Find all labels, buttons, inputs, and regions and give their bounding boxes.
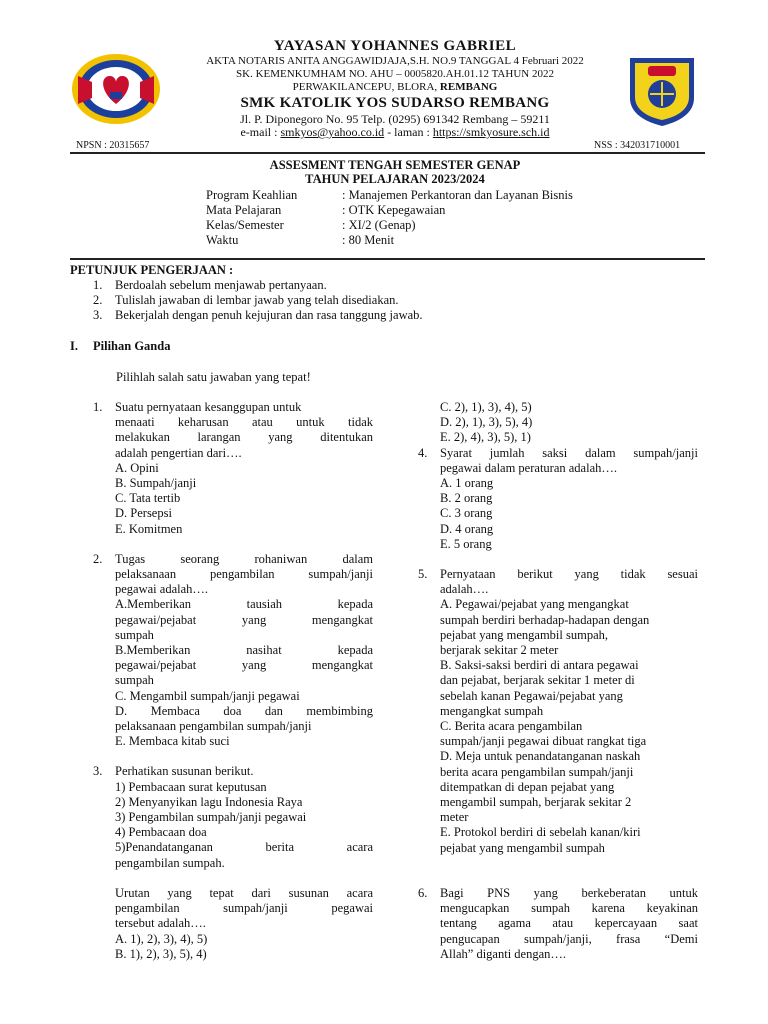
stem-line: menaati keharusan atau untuk tidak xyxy=(115,415,373,430)
foundation-name: YAYASAN YOHANNES GABRIEL xyxy=(273,38,517,54)
email-link[interactable]: smkyos@yahoo.co.id xyxy=(280,125,385,139)
option-b-line: sumpah xyxy=(115,673,154,688)
option-c: C. Tata tertib xyxy=(115,491,181,506)
item-text: Tulislah jawaban di lembar jawab yang telah disediakan. xyxy=(115,293,399,308)
sequence-item: 3) Pengambilan sumpah/janji pegawai xyxy=(115,810,307,825)
left-column xyxy=(93,400,373,962)
option-a: A.Memberikan tausiah kepada xyxy=(115,597,373,612)
stem-line: Syarat jumlah saksi dalam sumpah/janji xyxy=(440,445,698,460)
item-number: 3. xyxy=(93,308,103,323)
section-number: I. xyxy=(70,339,78,353)
stem-line: Urutan yang tepat dari susunan acara xyxy=(115,885,373,900)
web-label: - laman : xyxy=(384,125,433,139)
stem-line: melakukan larangan yang ditentukan xyxy=(115,430,373,445)
option-c: C. 3 orang xyxy=(440,506,493,521)
branch-prefix: PERWAKILANCEPU, BLORA, xyxy=(292,81,440,93)
contact-line xyxy=(150,126,640,139)
crest-badge xyxy=(648,66,676,76)
stem-line: Perhatikan susunan berikut. xyxy=(115,764,254,779)
option-d: D. Membaca doa dan membimbing xyxy=(115,703,373,718)
stem-line: mengucapkan sumpah karena keyakinan xyxy=(440,901,698,916)
instructions-heading: PETUNJUK PENGERJAAN : xyxy=(70,263,234,277)
option-e: E. Komitmen xyxy=(115,521,183,536)
option-e: E. Membaca kitab suci xyxy=(115,734,230,749)
school-name: SMK KATOLIK YOS SUDARSO REMBANG xyxy=(240,95,550,111)
item-number: 2. xyxy=(93,293,103,308)
meta-value: : OTK Kepegawaian xyxy=(342,203,446,217)
question-4 xyxy=(418,446,698,552)
option-a: A. 1), 2), 3), 4), 5) xyxy=(115,931,208,946)
header-divider xyxy=(70,152,705,154)
sequence-item: 4) Pembacaan doa xyxy=(115,825,207,840)
option-d: D. Meja untuk penandatanganan naskah xyxy=(440,749,641,764)
instruction-item xyxy=(93,308,613,323)
question-number: 1. xyxy=(93,400,103,414)
question-2 xyxy=(93,552,373,750)
stem-line xyxy=(115,400,373,415)
stem-line: pengucapan sumpah/janji, frasa “Demi xyxy=(440,931,698,946)
notary-line: AKTA NOTARIS ANITA ANGGAWIDJAJA,S.H. NO.9 TANGGAL 4 Februari 2022 xyxy=(206,55,584,67)
option-b-line: dan pejabat, berjarak sekitar 1 meter di xyxy=(440,673,635,688)
meta-row xyxy=(206,188,573,203)
option-e: E. 5 orang xyxy=(440,536,492,551)
stem-line: Pernyataan berikut yang tidak sesuai xyxy=(440,567,698,582)
option-d: D. 4 orang xyxy=(440,521,494,536)
item-number: 1. xyxy=(93,278,103,292)
question-body xyxy=(115,764,373,961)
instruction-item xyxy=(93,278,613,293)
npsn-label: NPSN : 20315657 xyxy=(76,140,150,151)
stem-line: pegawai dalam peraturan adalah…. xyxy=(440,460,617,475)
question-body xyxy=(440,446,698,552)
option-d: D. 2), 1), 3), 5), 4) xyxy=(440,415,533,430)
sequence-item-line: pengambilan sumpah. xyxy=(115,855,225,870)
option-c-line: sumpah/janji pegawai dibuat rangkat tiga xyxy=(440,734,647,749)
stem-line: pegawai adalah…. xyxy=(115,582,209,597)
item-text: Berdoalah sebelum menjawab pertanyaan. xyxy=(115,278,327,292)
exam-meta xyxy=(206,188,573,248)
instruction-item xyxy=(93,293,613,308)
stem-line: Bagi PNS yang berkeberatan untuk xyxy=(440,885,698,900)
meta-key: Mata Pelajaran xyxy=(206,203,282,217)
meta-key: Program Keahlian xyxy=(206,188,298,202)
branch-bold: REMBANG xyxy=(439,81,498,93)
option-b-line: pegawai/pejabat yang mengangkat xyxy=(115,658,373,673)
option-a-line: sumpah xyxy=(115,627,154,642)
section-title: Pilihan Ganda xyxy=(93,339,171,353)
meta-value: : XI/2 (Genap) xyxy=(342,218,416,232)
stem-line: tersebut adalah…. xyxy=(115,916,206,931)
meta-row xyxy=(206,233,573,248)
option-b: B. Sumpah/janji xyxy=(115,476,197,491)
option-d-line: pelaksanaan pengambilan sumpah/janji xyxy=(115,719,312,734)
stem-line: Tugas seorang rohaniwan dalam xyxy=(115,551,373,566)
option-d-line: berita acara pengambilan sumpah/janji xyxy=(440,764,634,779)
question-number: 2. xyxy=(93,551,103,566)
option-d-line: mengambil sumpah, berjarak sekitar 2 xyxy=(440,795,632,810)
email-label: e-mail : xyxy=(240,125,281,139)
option-b-line: mengangkat sumpah xyxy=(440,703,544,718)
option-a: A. Pegawai/pejabat yang mengangkat xyxy=(440,597,629,612)
option-b-line: sebelah kanan Pegawai/pejabat yang xyxy=(440,688,623,703)
sequence-item: 2) Menyanyikan lagu Indonesia Raya xyxy=(115,794,303,809)
meta-value: : 80 Menit xyxy=(342,233,395,247)
meta-key: Waktu xyxy=(206,233,239,247)
question-6 xyxy=(418,886,698,962)
option-b: B. Saksi-saksi berdiri di antara pegawai xyxy=(440,658,639,673)
question-number: 6. xyxy=(418,885,428,900)
address-line: Jl. P. Diponegoro No. 95 Telp. (0295) 691342 Rembang – 59211 xyxy=(240,112,550,126)
stem-line: adalah…. xyxy=(440,582,489,597)
meta-value: : Manajemen Perkantoran dan Layanan Bisnis xyxy=(342,188,573,202)
question-number: 3. xyxy=(93,764,103,779)
meta-key: Kelas/Semester xyxy=(206,218,284,232)
book-icon xyxy=(110,92,122,99)
question-number: 4. xyxy=(418,445,428,460)
option-a: A. 1 orang xyxy=(440,476,494,491)
question-body xyxy=(115,552,373,750)
option-c: C. 2), 1), 3), 4), 5) xyxy=(440,400,532,414)
exam-year: TAHUN PELAJARAN 2023/2024 xyxy=(305,172,485,186)
decree-line: SK. KEMENKUMHAM NO. AHU – 0005820.AH.01.12 TAHUN 2022 xyxy=(236,68,554,80)
section-intro: Pilihlah salah satu jawaban yang tepat! xyxy=(116,370,311,384)
option-a: A. Opini xyxy=(115,460,159,475)
right-column xyxy=(418,400,698,962)
sequence-item: 5)Penandatanganan berita acara xyxy=(115,840,373,855)
stem-text: Suatu pernyataan kesanggupan untuk xyxy=(115,400,302,414)
question-number: 5. xyxy=(418,567,428,582)
stem-line: pelaksanaan pengambilan sumpah/janji xyxy=(115,567,373,582)
question-body xyxy=(440,567,698,856)
option-c: C. Mengambil sumpah/janji pegawai xyxy=(115,688,300,703)
option-e: E. Protokol berdiri di sebelah kanan/kiri xyxy=(440,825,641,840)
website-link[interactable]: https://smkyosure.sch.id xyxy=(432,125,550,139)
question-1 xyxy=(93,400,373,537)
exam-title: ASSESMENT TENGAH SEMESTER GENAP xyxy=(269,158,521,172)
question-body xyxy=(440,886,698,962)
stem-line: tentang agama atau kepercayaan saat xyxy=(440,916,698,931)
question-3 xyxy=(93,764,373,961)
option-d: D. Persepsi xyxy=(115,506,172,521)
stem-line: adalah pengertian dari…. xyxy=(115,445,242,460)
option-d-line: meter xyxy=(440,810,469,825)
stem-line: pengambilan sumpah/janji pegawai xyxy=(115,901,373,916)
instructions-list xyxy=(93,278,613,324)
option-a-line: berjarak sekitar 2 meter xyxy=(440,643,559,658)
meta-row xyxy=(206,203,573,218)
option-a-line: pegawai/pejabat yang mengangkat xyxy=(115,612,373,627)
item-text: Bekerjalah dengan penuh kejujuran dan rasa tanggung jawab. xyxy=(115,308,423,323)
option-a-line: pejabat yang mengambil sumpah, xyxy=(440,627,609,642)
meta-divider xyxy=(70,258,705,260)
branch-line xyxy=(150,81,640,94)
stem-line: Allah” diganti dengan…. xyxy=(440,946,567,961)
sequence-item: 1) Pembacaan surat keputusan xyxy=(115,779,267,794)
question-body xyxy=(115,400,373,537)
option-e-line: pejabat yang mengambil sumpah xyxy=(440,840,605,855)
option-b: B. 1), 2), 3), 5), 4) xyxy=(115,946,207,961)
option-b: B.Memberikan nasihat kepada xyxy=(115,643,373,658)
school-emblem-logo xyxy=(70,52,162,126)
q3-continued xyxy=(418,400,698,446)
option-b: B. 2 orang xyxy=(440,491,493,506)
question-5 xyxy=(418,567,698,856)
option-c: C. Berita acara pengambilan xyxy=(440,719,583,734)
option-e: E. 2), 4), 3), 5), 1) xyxy=(440,430,531,445)
option-a-line: sumpah berdiri berhadap-hadapan dengan xyxy=(440,612,650,627)
option-d-line: ditempatkan di depan pejabat yang xyxy=(440,779,615,794)
meta-row xyxy=(206,218,573,233)
nss-label: NSS : 342031710001 xyxy=(594,140,681,151)
